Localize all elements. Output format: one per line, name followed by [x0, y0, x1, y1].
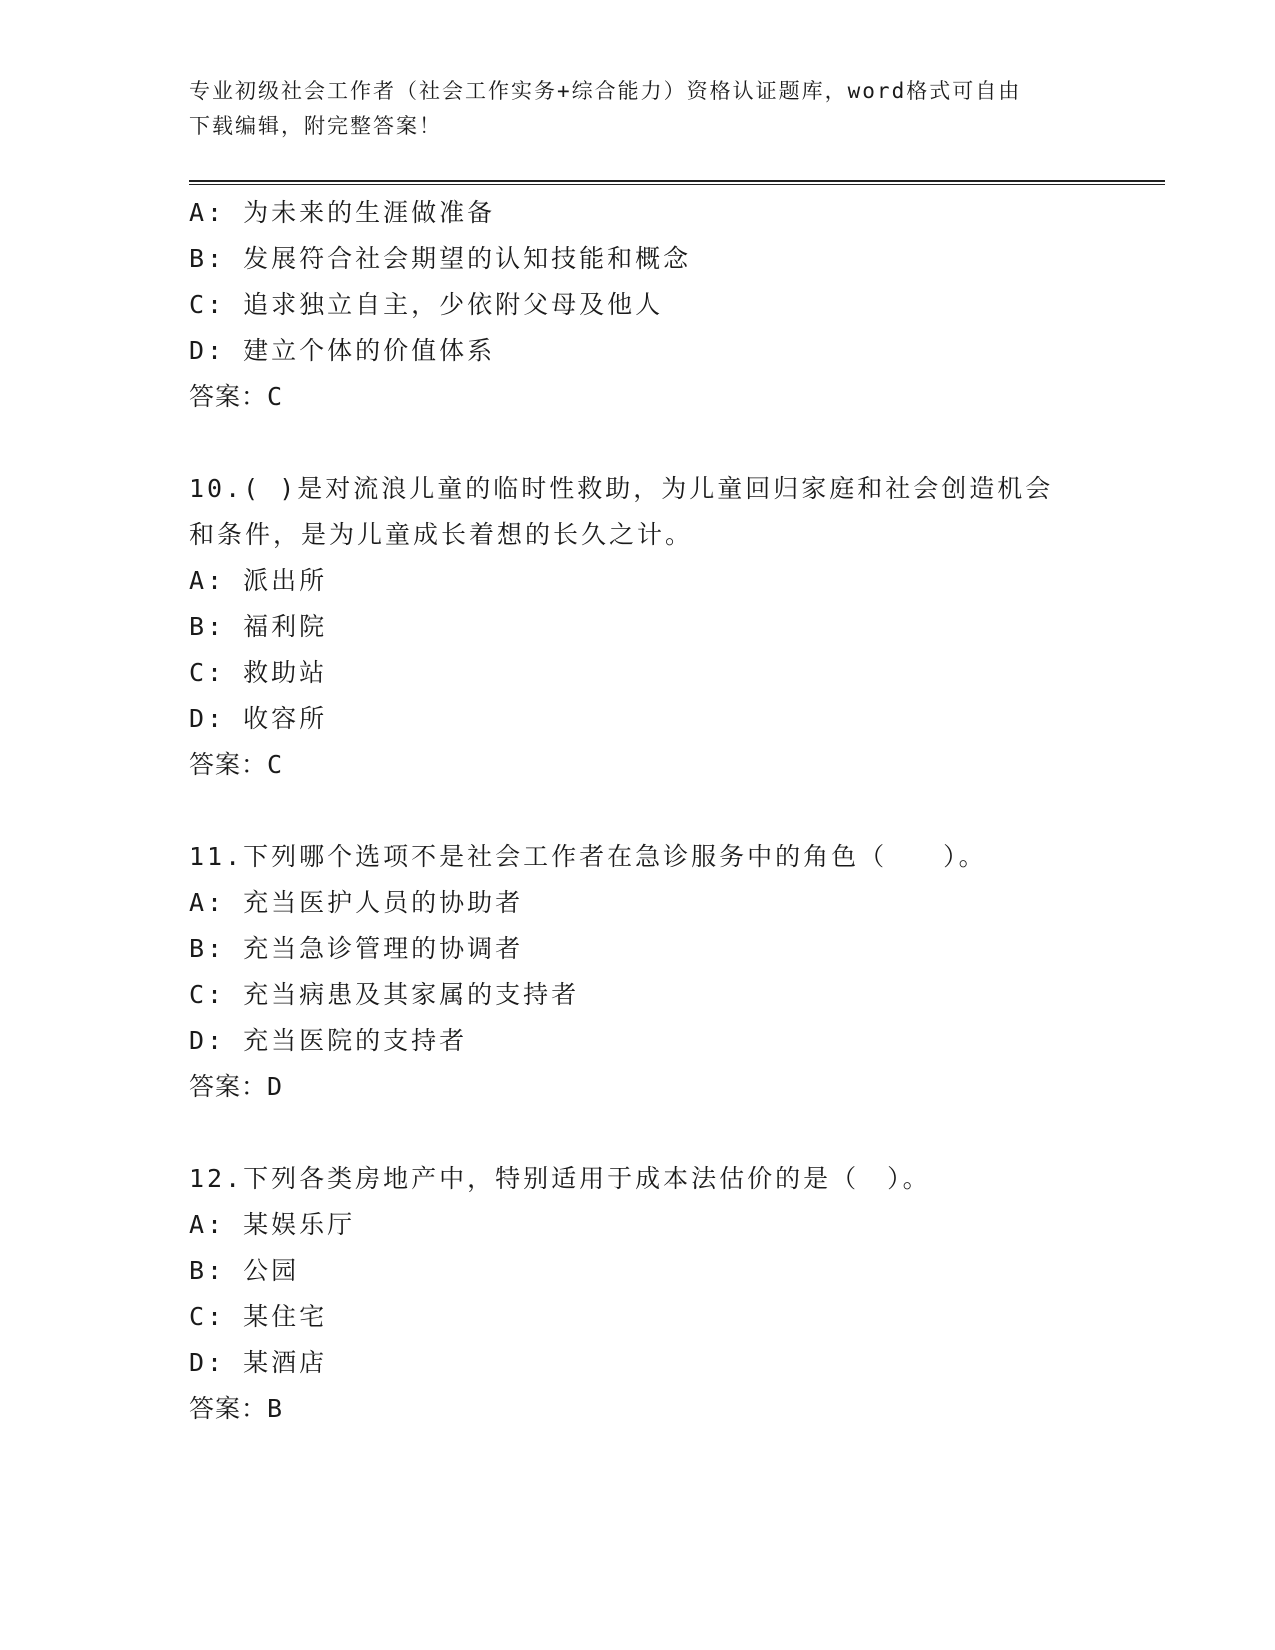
question-10 — [189, 466, 1149, 788]
question-list — [189, 190, 1149, 1432]
option-b: B: 充当急诊管理的协调者 — [189, 934, 524, 963]
option-b: B: 公园 — [189, 1256, 300, 1285]
question-stem: 11.下列哪个选项不是社会工作者在急诊服务中的角色（ ）。 — [189, 842, 987, 871]
option-c: C: 充当病患及其家属的支持者 — [189, 980, 580, 1009]
option-d: D: 充当医院的支持者 — [189, 1026, 468, 1055]
spacer — [189, 420, 1149, 466]
option-a: A: 派出所 — [189, 566, 328, 595]
answer-line — [189, 1064, 1149, 1110]
answer-line — [189, 374, 1149, 420]
spacer — [189, 788, 1149, 834]
question-11 — [189, 834, 1149, 1110]
option-d: D: 某酒店 — [189, 1348, 328, 1377]
question-12 — [189, 1156, 1149, 1432]
question-stem: 10.( )是对流浪儿童的临时性救助，为儿童回归家庭和社会创造机会 — [189, 474, 1054, 503]
question-stem-cont: 和条件，是为儿童成长着想的长久之计。 — [189, 520, 694, 549]
answer-value: B — [267, 1394, 284, 1423]
option-a: A: 为未来的生涯做准备 — [189, 198, 496, 227]
answer-line — [189, 742, 1149, 788]
option-c: C: 追求独立自主，少依附父母及他人 — [189, 290, 664, 319]
option-c: C: 某住宅 — [189, 1302, 328, 1331]
answer-label: 答案： — [189, 382, 268, 411]
answer-line — [189, 1386, 1149, 1432]
answer-value: C — [267, 382, 284, 411]
question-stem: 12.下列各类房地产中，特别适用于成本法估价的是（ ）。 — [189, 1164, 931, 1193]
answer-label: 答案： — [189, 1394, 268, 1423]
spacer — [189, 1110, 1149, 1156]
document-header — [189, 74, 1089, 144]
option-b: B: 福利院 — [189, 612, 328, 641]
header-line-1: 专业初级社会工作者（社会工作实务+综合能力）资格认证题库，word格式可自由 — [189, 79, 1022, 103]
question-9 — [189, 190, 1149, 420]
option-a: A: 某娱乐厅 — [189, 1210, 356, 1239]
answer-label: 答案： — [189, 1072, 268, 1101]
answer-value: C — [267, 750, 284, 779]
header-line-2: 下载编辑，附完整答案！ — [189, 114, 442, 138]
option-a: A: 充当医护人员的协助者 — [189, 888, 524, 917]
answer-value: D — [267, 1072, 284, 1101]
header-divider-thin — [189, 184, 1165, 185]
option-d: D: 建立个体的价值体系 — [189, 336, 496, 365]
header-divider-thick — [189, 180, 1165, 182]
option-b: B: 发展符合社会期望的认知技能和概念 — [189, 244, 692, 273]
option-d: D: 收容所 — [189, 704, 328, 733]
answer-label: 答案： — [189, 750, 268, 779]
option-c: C: 救助站 — [189, 658, 328, 687]
